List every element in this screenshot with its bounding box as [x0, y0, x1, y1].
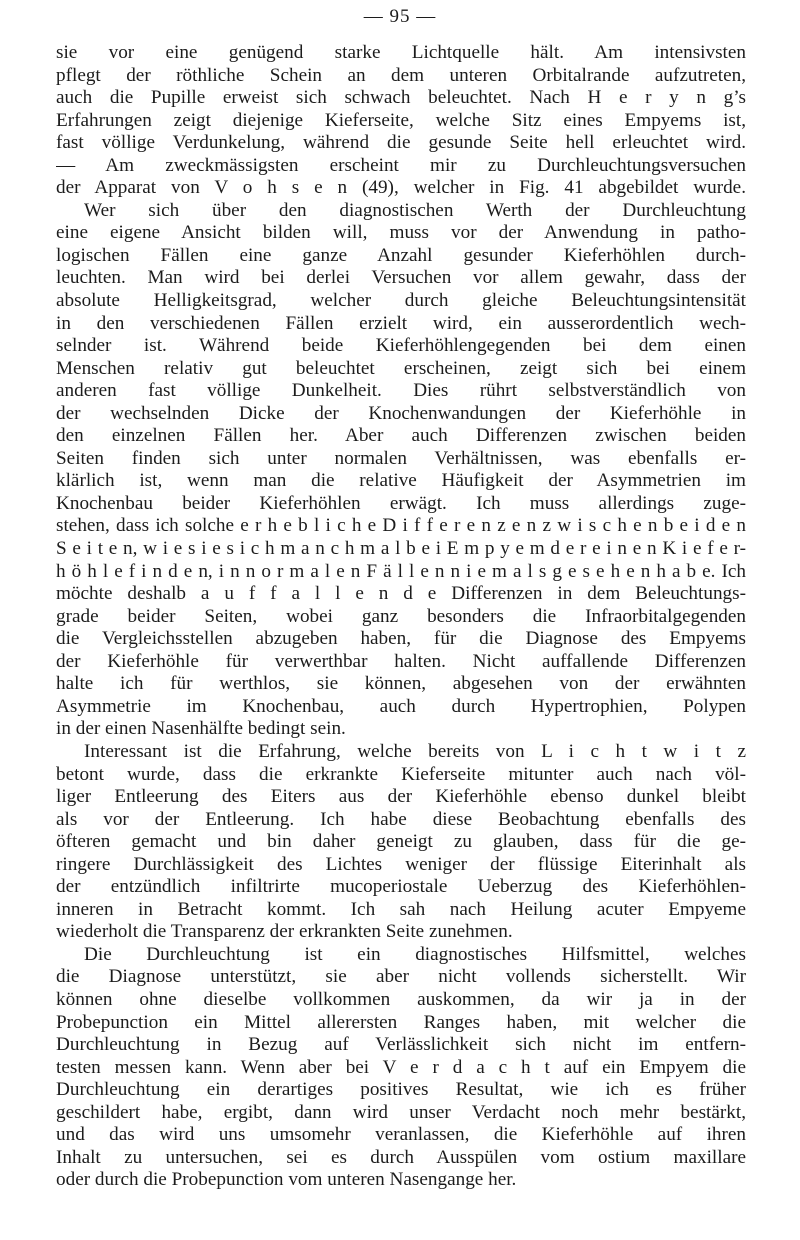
text-line: Menschen relativ gut beleuchtet erscheinen, zeigt sich bei einem: [56, 357, 746, 379]
text-line: der Apparat von V o h s e n (49), welcher in Fig. 41 abgebildet wurde.: [56, 177, 746, 199]
text-line: fast völlige Verdunkelung, während die gesunde Seite hell erleuchtet wird.: [56, 132, 746, 154]
text-line: Interessant ist die Erfahrung, welche bereits von L i c h t w i t z: [84, 740, 746, 762]
body-text: [56, 42, 746, 1192]
text-line: in der einen Nasenhälfte bedingt sein.: [56, 718, 346, 740]
text-line: ringere Durchlässigkeit des Lichtes weniger der flüssige Eiterinhalt als: [56, 853, 746, 875]
text-line: grade beider Seiten, wobei ganz besonders die Infraorbitalgegenden: [56, 605, 746, 627]
text-line: Knochenbau beider Kieferhöhlen erwägt. Ich muss allerdings zuge-: [56, 492, 746, 514]
text-line: testen messen kann. Wenn aber bei V e r d a c h t auf ein Empyem die: [56, 1056, 746, 1078]
text-line: Wer sich über den diagnostischen Werth der Durchleuchtung: [84, 199, 746, 221]
text-line: Seiten finden sich unter normalen Verhältnissen, was ebenfalls er-: [56, 447, 746, 469]
text-line: Probepunction ein Mittel allerersten Ranges haben, mit welcher die: [56, 1011, 746, 1033]
text-line: die Vergleichsstellen abzugeben haben, für die Diagnose des Empyems: [56, 628, 746, 650]
text-line: Inhalt zu untersuchen, sei es durch Ausspülen vom ostium maxillare: [56, 1146, 746, 1168]
text-line: anderen fast völlige Dunkelheit. Dies rührt selbstverständlich von: [56, 380, 746, 402]
text-line: Erfahrungen zeigt diejenige Kieferseite, welche Sitz eines Empyems ist,: [56, 109, 746, 131]
text-line: stehen, dass ich solche e r h e b l i c h e D i f f e r e n z e n z w i s c h e n b e i d e n: [56, 515, 746, 537]
text-line: Die Durchleuchtung ist ein diagnostisches Hilfsmittel, welches: [84, 943, 746, 965]
text-line: der entzündlich infiltrirte mucoperiostale Ueberzug des Kieferhöhlen-: [56, 876, 746, 898]
text-line: inneren in Betracht kommt. Ich sah nach Heilung acuter Empyeme: [56, 898, 746, 920]
text-line: öfteren gemacht und bin daher geneigt zu glauben, dass für die ge-: [56, 831, 746, 853]
text-line: pflegt der röthliche Schein an dem unteren Orbitalrande aufzutreten,: [56, 64, 746, 86]
text-line: in den verschiedenen Fällen erzielt wird, ein ausserordentlich wech-: [56, 312, 746, 334]
text-line: Asymmetrie im Knochenbau, auch durch Hypertrophien, Polypen: [56, 695, 746, 717]
text-line: — Am zweckmässigsten erscheint mir zu Durchleuchtungsversuchen: [56, 154, 746, 176]
text-line: den einzelnen Fällen her. Aber auch Differenzen zwischen beiden: [56, 425, 746, 447]
text-line: eine eigene Ansicht bilden will, muss vor der Anwendung in patho-: [56, 222, 746, 244]
text-line: und das wird uns umsomehr veranlassen, die Kieferhöhle auf ihren: [56, 1124, 746, 1146]
text-line: betont wurde, dass die erkrankte Kieferseite mitunter auch nach völ-: [56, 763, 746, 785]
text-line: der Kieferhöhle für verwerthbar halten. Nicht auffallende Differenzen: [56, 650, 746, 672]
text-line: als vor der Entleerung. Ich habe diese Beobachtung ebenfalls des: [56, 808, 746, 830]
text-line: absolute Helligkeitsgrad, welcher durch gleiche Beleuchtungsintensität: [56, 290, 746, 312]
page-number: — 95 —: [363, 6, 437, 27]
text-line: leuchten. Man wird bei derlei Versuchen vor allem gewahr, dass der: [56, 267, 746, 289]
text-line: h ö h l e f i n d e n, i n n o r m a l e n F ä l l e n n i e m a l s g e s e h e n h a b e. Ich: [56, 560, 746, 582]
text-line: oder durch die Probepunction vom unteren Nasengange her.: [56, 1169, 517, 1191]
text-line: können ohne dieselbe vollkommen auskommen, da wir ja in der: [56, 988, 746, 1010]
text-line: liger Entleerung des Eiters aus der Kieferhöhle ebenso dunkel bleibt: [56, 786, 746, 808]
text-line: halte ich für werthlos, sie können, abgesehen von der erwähnten: [56, 673, 746, 695]
text-line: wiederholt die Transparenz der erkrankten Seite zunehmen.: [56, 921, 513, 943]
text-line: Durchleuchtung in Bezug auf Verlässlichkeit sich nicht im entfern-: [56, 1034, 746, 1056]
text-line: klärlich ist, wenn man die relative Häufigkeit der Asymmetrien im: [56, 470, 746, 492]
text-line: auch die Pupille erweist sich schwach beleuchtet. Nach H e r y n g’s: [56, 87, 746, 109]
text-line: selnder ist. Während beide Kieferhöhlengegenden bei dem einen: [56, 335, 746, 357]
text-line: möchte deshalb a u f f a l l e n d e Differenzen in dem Beleuchtungs-: [56, 583, 746, 605]
text-line: S e i t e n, w i e s i e s i c h m a n c h m a l b e i E m p y e m d e r e i n e n K i e f e r-: [56, 538, 746, 560]
text-line: geschildert habe, ergibt, dann wird unser Verdacht noch mehr bestärkt,: [56, 1101, 746, 1123]
text-line: logischen Fällen eine ganze Anzahl gesunder Kieferhöhlen durch-: [56, 244, 746, 266]
text-line: sie vor eine genügend starke Lichtquelle hält. Am intensivsten: [56, 42, 746, 63]
text-line: die Diagnose unterstützt, sie aber nicht vollends sicherstellt. Wir: [56, 966, 746, 988]
text-line: Durchleuchtung ein derartiges positives Resultat, wie ich es früher: [56, 1079, 746, 1101]
text-line: der wechselnden Dicke der Knochenwandungen der Kieferhöhle in: [56, 402, 746, 424]
